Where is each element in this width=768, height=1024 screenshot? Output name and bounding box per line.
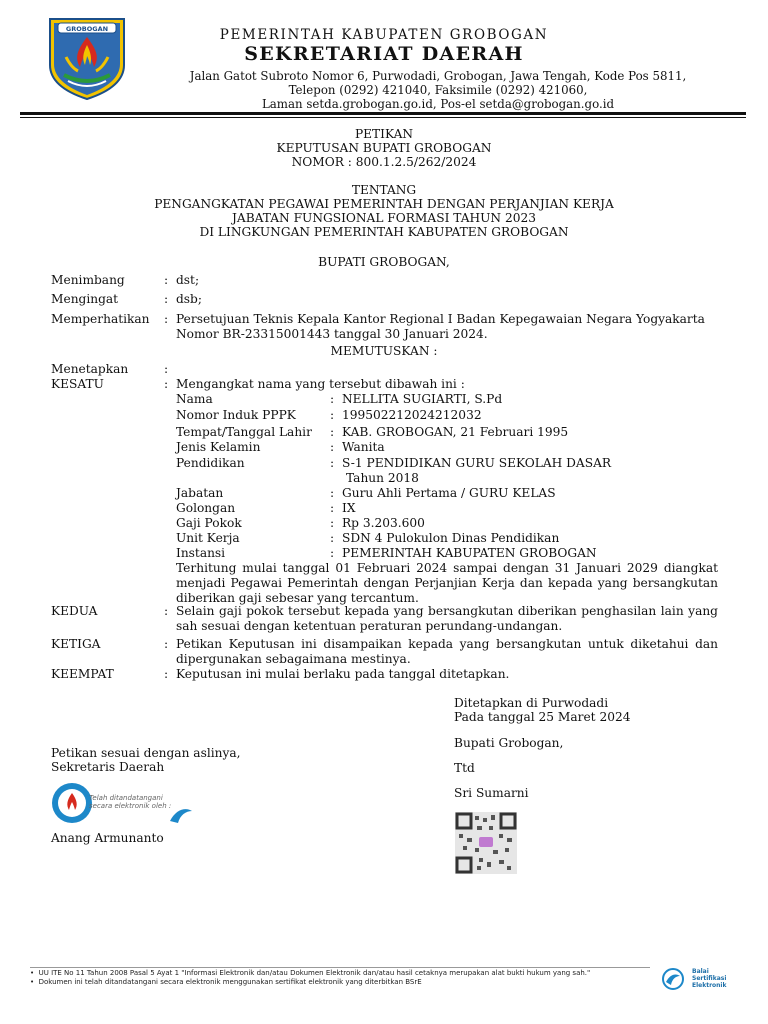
kedua-text: Selain gaji pokok tersebut kepada yang bersangkutan diberikan penghasilan lain yang sah sesuai dengan ketentuan peraturan perundang-undangan. — [176, 604, 718, 633]
field-value: SDN 4 Pulokulon Dinas Pendidikan — [342, 531, 560, 545]
heading-nomor: NOMOR : 800.1.2.5/262/2024 — [291, 155, 477, 169]
svg-text:GROBOGAN: GROBOGAN — [65, 25, 109, 33]
colon: : — [330, 516, 335, 530]
field-value: NELLITA SUGIARTI, S.Pd — [342, 392, 503, 406]
electronic-signature-stamp — [50, 781, 195, 827]
heading-subject-2: JABATAN FUNGSIONAL FORMASI TAHUN 2023 — [232, 211, 536, 225]
field-value: IX — [342, 501, 356, 515]
field-label: Instansi — [176, 546, 226, 560]
field-label: Nomor Induk PPPK — [176, 408, 296, 422]
field-label: Nama — [176, 392, 213, 406]
kesatu-label: KESATU — [51, 377, 104, 391]
memperhatikan-line-2: Nomor BR-23315001443 tanggal 30 Januari 2024. — [176, 327, 488, 341]
colon: : — [164, 637, 169, 651]
field-label: Tempat/Tanggal Lahir — [176, 425, 312, 439]
field-label: Pendidikan — [176, 456, 245, 470]
bsre-swirl-icon — [168, 805, 194, 825]
colon: : — [330, 425, 335, 439]
ketiga-label: KETIGA — [51, 637, 101, 651]
colon: : — [330, 546, 335, 560]
field-label: Jabatan — [176, 486, 224, 500]
attest-line-1: Petikan sesuai dengan aslinya, — [51, 746, 241, 760]
field-label: Golongan — [176, 501, 236, 515]
heading-authority: BUPATI GROBOGAN, — [318, 255, 450, 269]
colon: : — [164, 377, 169, 391]
signature-date: Pada tanggal 25 Maret 2024 — [454, 710, 631, 724]
bsre-label-1: Balai — [692, 968, 709, 975]
field-value: Guru Ahli Pertama / GURU KELAS — [342, 486, 556, 500]
colon: : — [330, 456, 335, 470]
memutuskan: MEMUTUSKAN : — [330, 344, 438, 358]
attest-line-2: Sekretaris Daerah — [51, 760, 165, 774]
letterhead-rule-thick — [20, 112, 746, 115]
menimbang-label: Menimbang — [51, 273, 125, 287]
footer-note-2: • Dokumen ini telah ditandatangani secara elektronik menggunakan sertifikat elektronik yang diterbitkan BSrE — [30, 978, 422, 986]
keempat-label: KEEMPAT — [51, 667, 114, 681]
heading-keputusan: KEPUTUSAN BUPATI GROBOGAN — [276, 141, 492, 155]
bsre-label-3: Elektronik — [692, 982, 727, 989]
heading-petikan: PETIKAN — [354, 127, 414, 141]
letterhead-address-1: Jalan Gatot Subroto Nomor 6, Purwodadi, Grobogan, Jawa Tengah, Kode Pos 5811, — [189, 69, 687, 83]
mengingat-label: Mengingat — [51, 292, 119, 306]
heading-subject-3: DI LINGKUNGAN PEMERINTAH KABUPATEN GROBOGAN — [199, 225, 569, 239]
government-seal-icon — [50, 781, 94, 825]
field-value: Wanita — [342, 440, 385, 454]
field-label: Gaji Pokok — [176, 516, 242, 530]
signature-ttd: Ttd — [454, 761, 475, 775]
footer-note-1: • UU ITE No 11 Tahun 2008 Pasal 5 Ayat 1 "Informasi Elektronik dan/atau Dokumen Elektronik dan/atau hasil cetaknya merupakan alat bukti hukum yang sah." — [30, 969, 591, 977]
letterhead-address-3: Laman setda.grobogan.go.id, Pos-el setda@grobogan.go.id — [261, 97, 615, 111]
bsre-logo-icon — [660, 968, 686, 990]
colon: : — [164, 292, 169, 306]
field-value: 199502212024212032 — [342, 408, 482, 422]
keempat-text: Keputusan ini mulai berlaku pada tanggal ditetapkan. — [176, 667, 510, 681]
field-label: Unit Kerja — [176, 531, 240, 545]
menimbang-value: dst; — [176, 273, 200, 287]
field-value: KAB. GROBOGAN, 21 Februari 1995 — [342, 425, 569, 439]
colon: : — [330, 501, 335, 515]
mengingat-value: dsb; — [176, 292, 202, 306]
colon: : — [330, 408, 335, 422]
colon: : — [164, 273, 169, 287]
footer-note-1-text: UU ITE No 11 Tahun 2008 Pasal 5 Ayat 1 "Informasi Elektronik dan/atau Dokumen Elektronik dan/atau hasil cetaknya merupakan alat bukti hukum yang sah." — [38, 969, 591, 977]
qr-code-icon — [455, 812, 517, 874]
colon: : — [164, 362, 169, 376]
kedua-label: KEDUA — [51, 604, 98, 618]
kesatu-note: Terhitung mulai tanggal 01 Februari 2024 sampai dengan 31 Januari 2029 diangkat menjadi Pegawai Pemerintah dengan Perjanjian Kerja dan kepada yang bersangkutan diberikan gaji sebesar yang tercantum. — [176, 561, 718, 605]
signature-name: Sri Sumarni — [454, 786, 529, 800]
signature-place: Ditetapkan di Purwodadi — [454, 696, 609, 710]
memperhatikan-label: Memperhatikan — [51, 312, 150, 326]
stamp-text-2: secara elektronik oleh : — [89, 802, 172, 810]
ketiga-text: Petikan Keputusan ini disampaikan kepada yang bersangkutan untuk diketahui dan dipergunakan sebagaimana mestinya. — [176, 637, 718, 666]
menetapkan-label: Menetapkan — [51, 362, 129, 376]
colon: : — [330, 440, 335, 454]
colon: : — [164, 312, 169, 326]
letterhead-address-2: Telepon (0292) 421040, Faksimile (0292) 421060, — [288, 83, 588, 97]
stamp-text-1: Telah ditandatangani — [89, 794, 163, 802]
field-label: Jenis Kelamin — [176, 440, 261, 454]
memperhatikan-line-1: Persetujuan Teknis Kepala Kantor Regional I Badan Kepegawaian Negara Yogyakarta — [176, 312, 705, 326]
field-value: S-1 PENDIDIKAN GURU SEKOLAH DASAR — [342, 456, 612, 470]
colon: : — [330, 486, 335, 500]
colon: : — [330, 531, 335, 545]
colon: : — [164, 604, 169, 618]
heading-subject-1: PENGANGKATAN PEGAWAI PEMERINTAH DENGAN PERJANJIAN KERJA — [154, 197, 614, 211]
footer-note-2-text: Dokumen ini telah ditandatangani secara elektronik menggunakan sertifikat elektronik yang diterbitkan BSrE — [38, 978, 422, 986]
heading-tentang: TENTANG — [351, 183, 417, 197]
letterhead-office: SEKRETARIAT DAERAH — [244, 43, 524, 65]
kesatu-intro: Mengangkat nama yang tersebut dibawah ini : — [176, 377, 465, 391]
bsre-label-2: Sertifikasi — [692, 975, 727, 982]
attest-name: Anang Armunanto — [51, 831, 164, 845]
colon: : — [164, 667, 169, 681]
colon: : — [330, 392, 335, 406]
letterhead-government: PEMERINTAH KABUPATEN GROBOGAN — [219, 27, 549, 43]
letterhead-rule-thin — [20, 117, 746, 118]
signature-title: Bupati Grobogan, — [454, 736, 564, 750]
field-value: Rp 3.203.600 — [342, 516, 425, 530]
field-value-continued: Tahun 2018 — [346, 471, 419, 485]
field-value: PEMERINTAH KABUPATEN GROBOGAN — [342, 546, 597, 560]
